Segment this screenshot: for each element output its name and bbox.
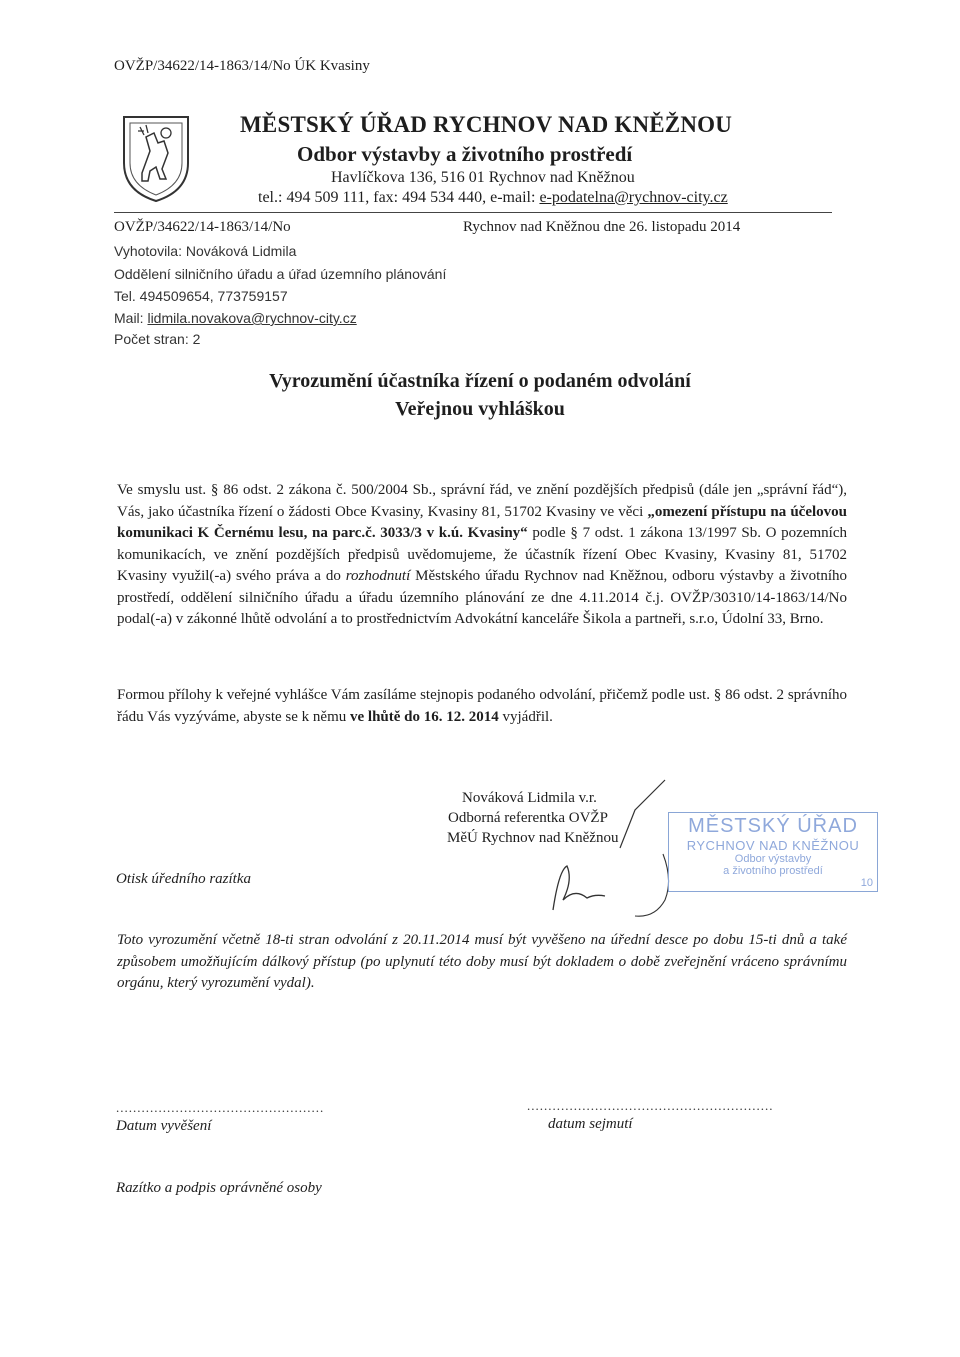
stamp-line-1: MĚSTSKÝ ÚŘAD — [688, 815, 858, 837]
stamp-line-3: Odbor výstavby — [734, 853, 812, 865]
issuing-section: Oddělení silničního úřadu a úřad územního plánování — [114, 266, 447, 282]
header-divider — [114, 212, 832, 213]
p2-text-a: Formou přílohy k veřejné vyhlášce Vám zasíláme stejnopis podaného odvolání, přičemž podle ust. § 86 odst. 2 správního řádu Vás vyzýváme, abyste se k němu — [117, 687, 847, 725]
page-count: Počet stran: 2 — [114, 331, 201, 347]
authorized-signature-label: Razítko a podpis oprávněné osoby — [116, 1180, 322, 1196]
contact-text: tel.: 494 509 111, fax: 494 534 440, e-mail: — [258, 189, 540, 206]
p2-text-b: vyjádřil. — [498, 708, 553, 725]
signer-name: Nováková Lidmila v.r. — [462, 790, 597, 806]
phone-numbers: Tel. 494509654, 773759157 — [114, 288, 288, 304]
stamp-area-label: Otisk úředního razítka — [116, 871, 251, 887]
issued-by: Vyhotovila: Nováková Lidmila — [114, 243, 297, 259]
mail-label: Mail: — [114, 310, 148, 326]
document-title: Vyrozumění účastníka řízení o podaném odvolání — [269, 370, 691, 392]
office-name: MĚSTSKÝ ÚŘAD RYCHNOV NAD KNĚŽNOU — [240, 112, 733, 137]
signer-office: MěÚ Rychnov nad Kněžnou — [447, 830, 619, 846]
removed-date-label: datum sejmutí — [548, 1116, 633, 1132]
office-contact — [258, 189, 728, 207]
stamp-line-2: RYCHNOV NAD KNĚŽNOU — [686, 838, 860, 853]
posting-note: Toto vyrozumění včetně 18-ti stran odvolání z 20.11.2014 musí být vyvěšeno na úřední desce po dobu 15-ti dnů a také způsobem umožňujícím dálkový přístup (po uplynutí této doby musí být dokladem o době zveřejnění vráceno správnímu orgánu, který vyrozumění vydal). — [117, 932, 847, 991]
mail-line — [114, 310, 357, 326]
p2-bold: ve lhůtě do 16. 12. 2014 — [350, 708, 499, 725]
p1-text-a: Ve smyslu ust. § 86 odst. 2 zákona č. 500/2004 Sb., správní řád, ve znění pozdějších předpisů (dále jen „správní řád“), Vás, jako účastníka řízení o žádosti Obce Kvasiny, Kvasiny 81, 51702 Kvasiny ve věci — [117, 482, 847, 520]
p1-italic: rozhodnutí — [345, 568, 411, 584]
city-crest-logo — [120, 113, 192, 203]
contact-email-link[interactable]: e-podatelna@rychnov-city.cz — [539, 189, 728, 206]
stamp-line-4: a životního prostředí — [723, 865, 823, 877]
document-subtitle: Veřejnou vyhláškou — [395, 398, 565, 420]
removed-date-line: .......................................................... — [527, 1098, 774, 1113]
p1-bold: „omezení přístupu na účelovou komunikaci K Černému lesu, na parc.č. 3033/3 v k.ú. Kvasiny“ — [117, 503, 848, 541]
body-paragraph-1 — [117, 480, 847, 631]
p1-text-b: podle § 7 odst. 1 zákona 13/1997 Sb. O pozemních komunikacích, ve znění pozdějších předpisů uvědomujeme, že účastník řízení Obec Kvasiny, Kvasiny 81, 51702 Kvasiny využil(-a) svého práva a do — [117, 525, 847, 584]
p1-text-c: Městského úřadu Rychnov nad Kněžnou, odboru výstavby a životního prostředí, oddělení silničního úřadu a úřadu územního plánování ze dne 4.11.2014 č.j. OVŽP/30310/14-1863/14/No podal(-a) v zákonné lhůtě odvolání a to prostřednictvím Advokátní kanceláře Šikola a partneři, s.r.o, Údolní 33, Brno. — [117, 568, 847, 627]
mail-link[interactable]: lidmila.novakova@rychnov-city.cz — [147, 310, 357, 326]
posted-date-label: Datum vyvěšení — [116, 1118, 212, 1134]
place-date: Rychnov nad Kněžnou dne 26. listopadu 2014 — [463, 219, 741, 235]
posted-date-line: ................................................. — [116, 1100, 325, 1115]
official-stamp — [668, 812, 878, 892]
document-reference: OVŽP/34622/14-1863/14/No — [114, 219, 291, 235]
stamp-number: 10 — [860, 877, 873, 889]
signer-role: Odborná referentka OVŽP — [448, 810, 608, 826]
handwritten-signature — [515, 770, 675, 920]
document-reference-top: OVŽP/34622/14-1863/14/No ÚK Kvasiny — [114, 58, 370, 74]
department-name: Odbor výstavby a životního prostředí — [297, 142, 633, 166]
body-paragraph-2 — [117, 685, 847, 728]
office-address: Havlíčkova 136, 516 01 Rychnov nad Kněžnou — [331, 169, 635, 186]
